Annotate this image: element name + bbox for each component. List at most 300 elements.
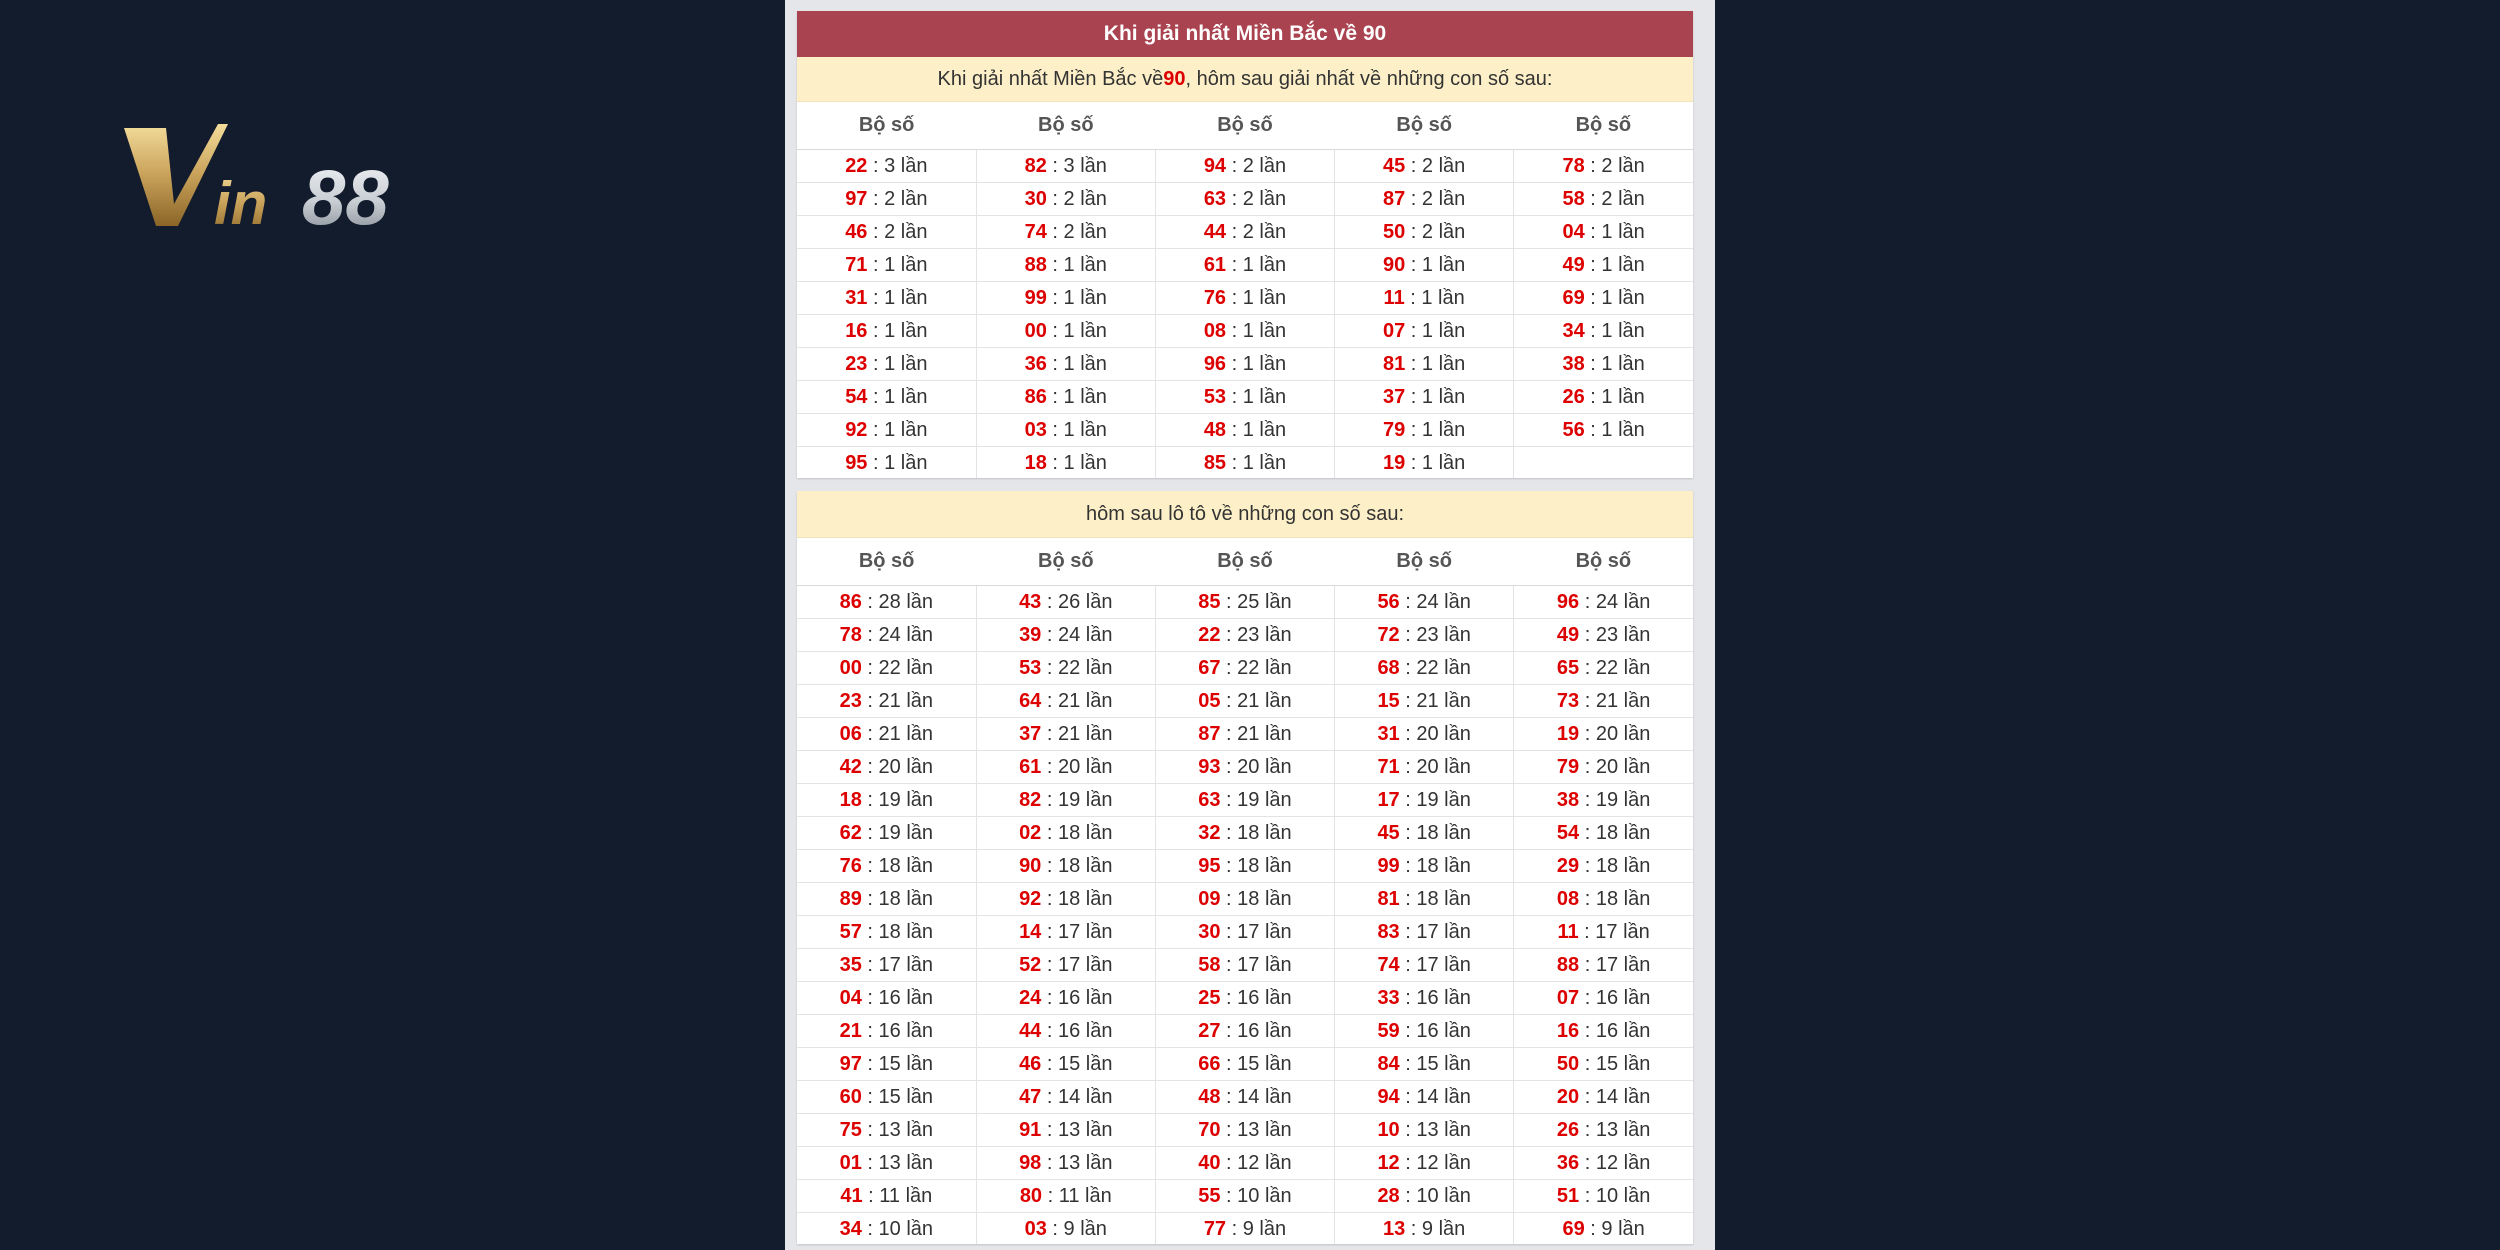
occurrence-count: 1 lần <box>884 352 928 375</box>
separator: : <box>1399 755 1417 778</box>
occurrence-count: 2 lần <box>1063 220 1107 243</box>
table-cell <box>797 916 976 949</box>
table-cell <box>1155 586 1334 619</box>
separator: : <box>862 1184 880 1207</box>
occurrence-count: 18 lần <box>1595 854 1651 877</box>
separator: : <box>861 986 879 1009</box>
separator: : <box>1041 755 1058 778</box>
occurrence-count: 18 lần <box>1237 854 1292 877</box>
table-cell <box>797 216 976 249</box>
occurrence-count: 20 lần <box>1595 722 1651 745</box>
occurrence-count: 19 lần <box>1595 788 1651 811</box>
table-cell <box>1514 586 1693 619</box>
separator: : <box>861 623 879 646</box>
table-cell <box>1514 883 1693 916</box>
occurrence-count: 19 lần <box>1416 788 1471 811</box>
lottery-number: 31 <box>1377 722 1400 745</box>
table-row <box>797 652 1693 685</box>
table-cell <box>976 1180 1155 1213</box>
table-cell <box>976 348 1155 381</box>
table-cell <box>797 982 976 1015</box>
table-row <box>797 751 1693 784</box>
separator: : <box>867 352 885 375</box>
separator: : <box>1579 722 1596 745</box>
table-row <box>797 949 1693 982</box>
table-cell <box>1335 315 1514 348</box>
occurrence-count: 16 lần <box>878 1019 934 1042</box>
lottery-number: 85 <box>1198 590 1221 613</box>
occurrence-count: 19 lần <box>878 821 934 844</box>
table-cell <box>797 1114 976 1147</box>
table-cell <box>976 718 1155 751</box>
separator: : <box>1041 1052 1058 1075</box>
occurrence-count: 15 lần <box>878 1085 934 1108</box>
occurrence-count: 17 lần <box>1057 953 1113 976</box>
occurrence-count: 18 lần <box>1057 821 1113 844</box>
lottery-number: 76 <box>1203 286 1227 309</box>
separator: : <box>861 854 879 877</box>
lottery-number: 26 <box>1556 1118 1580 1141</box>
table-row <box>797 447 1693 479</box>
lottery-number: 04 <box>1562 220 1585 243</box>
table-cell <box>1155 619 1334 652</box>
table-cell <box>1514 817 1693 850</box>
table-cell <box>976 652 1155 685</box>
occurrence-count: 1 lần <box>1063 451 1107 474</box>
occurrence-count: 16 lần <box>1416 1019 1471 1042</box>
occurrence-count: 23 lần <box>1595 623 1651 646</box>
table-cell <box>976 216 1155 249</box>
lottery-number: 26 <box>1562 385 1585 408</box>
lottery-number: 93 <box>1198 755 1221 778</box>
separator: : <box>1220 722 1238 745</box>
separator: : <box>1041 623 1058 646</box>
separator: : <box>1399 689 1417 712</box>
table-cell <box>1335 982 1514 1015</box>
occurrence-count: 19 lần <box>1057 788 1113 811</box>
column-header: Bộ số <box>976 538 1155 586</box>
occurrence-count: 1 lần <box>1063 385 1107 408</box>
lottery-number: 87 <box>1198 722 1221 745</box>
occurrence-count: 1 lần <box>1242 253 1287 276</box>
occurrence-count: 10 lần <box>1595 1184 1651 1207</box>
lottery-number: 28 <box>1377 1184 1400 1207</box>
table-row <box>797 1114 1693 1147</box>
table-cell <box>976 784 1155 817</box>
lottery-number: 16 <box>1556 1019 1580 1042</box>
lottery-number: 39 <box>1019 623 1042 646</box>
lottery-number: 20 <box>1556 1085 1580 1108</box>
table-cell <box>976 982 1155 1015</box>
occurrence-count: 1 lần <box>1063 352 1107 375</box>
separator: : <box>867 187 885 210</box>
separator: : <box>1220 623 1238 646</box>
separator: : <box>1226 319 1243 342</box>
separator: : <box>1041 788 1058 811</box>
separator: : <box>1584 286 1602 309</box>
table-row <box>797 916 1693 949</box>
occurrence-count: 1 lần <box>1601 220 1645 243</box>
occurrence-count: 14 lần <box>1237 1085 1292 1108</box>
table-cell <box>797 685 976 718</box>
table-row <box>797 1213 1693 1245</box>
occurrence-count: 16 lần <box>1416 986 1471 1009</box>
lottery-number: 58 <box>1562 187 1585 210</box>
separator: : <box>1046 187 1064 210</box>
table-cell <box>1514 751 1693 784</box>
lottery-number: 56 <box>1377 590 1400 613</box>
separator: : <box>1579 953 1596 976</box>
separator: : <box>1046 319 1064 342</box>
occurrence-count: 18 lần <box>878 920 934 943</box>
occurrence-count: 24 lần <box>1595 590 1651 613</box>
occurrence-count: 18 lần <box>878 887 934 910</box>
table-cell <box>976 381 1155 414</box>
table-cell <box>1335 183 1514 216</box>
occurrence-count: 16 lần <box>878 986 934 1009</box>
table-cell <box>1514 414 1693 447</box>
separator: : <box>861 722 879 745</box>
card-title: Khi giải nhất Miền Bắc về 90 <box>797 11 1693 57</box>
lottery-number: 66 <box>1198 1052 1221 1075</box>
separator: : <box>1220 1118 1238 1141</box>
occurrence-count: 2 lần <box>1242 154 1287 177</box>
occurrence-count: 22 lần <box>1237 656 1292 679</box>
separator: : <box>867 154 885 177</box>
lottery-number: 71 <box>1377 755 1400 778</box>
occurrence-count: 9 lần <box>1601 1217 1645 1240</box>
lottery-number: 59 <box>1377 1019 1400 1042</box>
table-cell <box>976 883 1155 916</box>
table-cell <box>976 817 1155 850</box>
lottery-number: 61 <box>1203 253 1227 276</box>
lottery-number: 99 <box>1024 286 1047 309</box>
table-cell <box>976 949 1155 982</box>
table-cell <box>976 315 1155 348</box>
separator: : <box>1220 1085 1238 1108</box>
lottery-number: 89 <box>839 887 862 910</box>
table-cell <box>1155 1213 1334 1245</box>
separator: : <box>1405 220 1422 243</box>
lottery-number: 78 <box>1562 154 1585 177</box>
separator: : <box>861 920 879 943</box>
table-cell <box>1155 1048 1334 1081</box>
table-cell <box>1155 1015 1334 1048</box>
table-cell <box>976 1147 1155 1180</box>
table-cell <box>976 850 1155 883</box>
table-cell <box>1514 447 1693 479</box>
lottery-number: 97 <box>845 187 868 210</box>
occurrence-count: 2 lần <box>1242 187 1287 210</box>
separator: : <box>867 253 885 276</box>
occurrence-count: 1 lần <box>1421 253 1466 276</box>
lottery-number: 68 <box>1377 656 1400 679</box>
occurrence-count: 21 lần <box>878 722 934 745</box>
lottery-number: 13 <box>1383 1217 1406 1240</box>
table-cell <box>1514 381 1693 414</box>
occurrence-count: 2 lần <box>1421 154 1466 177</box>
separator: : <box>861 1217 879 1240</box>
separator: : <box>1041 887 1058 910</box>
occurrence-count: 13 lần <box>1057 1118 1113 1141</box>
table-cell <box>797 1147 976 1180</box>
lottery-number: 29 <box>1556 854 1580 877</box>
table-cell <box>976 1015 1155 1048</box>
occurrence-count: 2 lần <box>1421 187 1466 210</box>
table-cell <box>1155 348 1334 381</box>
table-cell <box>1335 1081 1514 1114</box>
table-cell <box>1335 751 1514 784</box>
lottery-number: 53 <box>1203 385 1227 408</box>
table-cell <box>797 348 976 381</box>
table-cell <box>1514 718 1693 751</box>
table-cell <box>1155 216 1334 249</box>
lottery-number: 34 <box>1562 319 1585 342</box>
occurrence-count: 1 lần <box>1242 352 1287 375</box>
occurrence-count: 2 lần <box>1421 220 1466 243</box>
occurrence-count: 17 lần <box>1237 953 1292 976</box>
lottery-number: 60 <box>839 1085 862 1108</box>
table-cell <box>1514 1048 1693 1081</box>
separator: : <box>867 418 885 441</box>
occurrence-count: 20 lần <box>1416 755 1471 778</box>
occurrence-count: 28 lần <box>878 590 934 613</box>
occurrence-count: 19 lần <box>1237 788 1292 811</box>
occurrence-count: 1 lần <box>884 418 928 441</box>
occurrence-count: 3 lần <box>884 154 928 177</box>
vin88-logo <box>122 118 482 238</box>
lottery-number: 23 <box>845 352 868 375</box>
occurrence-count: 25 lần <box>1237 590 1292 613</box>
table-cell <box>797 619 976 652</box>
table-cell <box>797 586 976 619</box>
table-cell <box>976 916 1155 949</box>
table-cell <box>797 817 976 850</box>
occurrence-count: 15 lần <box>878 1052 934 1075</box>
column-header: Bộ số <box>1514 102 1693 150</box>
lottery-number: 07 <box>1383 319 1406 342</box>
lottery-number: 74 <box>1024 220 1047 243</box>
separator: : <box>1041 1085 1058 1108</box>
separator: : <box>1046 352 1064 375</box>
occurrence-count: 1 lần <box>1601 418 1645 441</box>
separator: : <box>1220 1019 1238 1042</box>
separator: : <box>1399 788 1417 811</box>
lottery-number: 36 <box>1556 1151 1580 1174</box>
occurrence-count: 18 lần <box>1237 821 1292 844</box>
lottery-number: 77 <box>1203 1217 1227 1240</box>
separator: : <box>1226 187 1243 210</box>
table-cell <box>1335 381 1514 414</box>
occurrence-count: 12 lần <box>1595 1151 1651 1174</box>
separator: : <box>861 590 879 613</box>
separator: : <box>861 1118 879 1141</box>
separator: : <box>861 1019 879 1042</box>
separator: : <box>1220 1151 1238 1174</box>
table-cell <box>1335 685 1514 718</box>
lottery-number: 75 <box>839 1118 862 1141</box>
table-cell <box>1155 982 1334 1015</box>
occurrence-count: 18 lần <box>1237 887 1292 910</box>
table-cell <box>1335 447 1514 479</box>
separator: : <box>1041 953 1058 976</box>
lottery-number: 58 <box>1198 953 1221 976</box>
separator: : <box>861 1151 879 1174</box>
table-cell <box>797 751 976 784</box>
occurrence-count: 1 lần <box>884 286 928 309</box>
lottery-number: 85 <box>1203 451 1227 474</box>
separator: : <box>1399 821 1417 844</box>
separator: : <box>1226 220 1243 243</box>
subtitle-prefix: Khi giải nhất Miền Bắc về <box>937 67 1164 90</box>
table-cell <box>1335 718 1514 751</box>
table-cell <box>797 652 976 685</box>
occurrence-count: 1 lần <box>1063 253 1107 276</box>
lottery-number: 22 <box>845 154 868 177</box>
occurrence-count: 24 lần <box>1057 623 1113 646</box>
occurrence-count: 1 lần <box>1421 286 1465 309</box>
lottery-number: 32 <box>1198 821 1221 844</box>
separator: : <box>1226 451 1243 474</box>
separator: : <box>861 755 879 778</box>
separator: : <box>1399 953 1417 976</box>
lottery-number: 87 <box>1383 187 1406 210</box>
lottery-number: 30 <box>1024 187 1047 210</box>
separator: : <box>1226 253 1243 276</box>
separator: : <box>1579 1151 1596 1174</box>
lottery-number: 98 <box>1019 1151 1042 1174</box>
separator: : <box>1405 319 1422 342</box>
lottery-number: 46 <box>845 220 868 243</box>
lottery-number: 81 <box>1383 352 1406 375</box>
lottery-number: 76 <box>839 854 862 877</box>
occurrence-count: 22 lần <box>1595 656 1651 679</box>
table-row <box>797 586 1693 619</box>
separator: : <box>1584 187 1602 210</box>
lottery-number: 08 <box>1203 319 1227 342</box>
table-cell <box>1155 1147 1334 1180</box>
lottery-number: 08 <box>1556 887 1580 910</box>
occurrence-count: 1 lần <box>1601 319 1645 342</box>
lottery-number: 86 <box>1024 385 1047 408</box>
occurrence-count: 20 lần <box>1595 755 1651 778</box>
lottery-number: 88 <box>1024 253 1047 276</box>
table-cell <box>1335 883 1514 916</box>
lottery-number: 16 <box>845 319 868 342</box>
separator: : <box>1046 154 1064 177</box>
lottery-number: 17 <box>1377 788 1400 811</box>
separator: : <box>1584 418 1602 441</box>
table-cell <box>797 447 976 479</box>
lottery-number: 83 <box>1377 920 1400 943</box>
occurrence-count: 1 lần <box>1421 418 1466 441</box>
lottery-number: 69 <box>1562 286 1585 309</box>
separator: : <box>1405 1217 1422 1240</box>
separator: : <box>861 1085 879 1108</box>
separator: : <box>1584 319 1602 342</box>
lottery-number: 70 <box>1198 1118 1221 1141</box>
occurrence-count: 16 lần <box>1057 1019 1113 1042</box>
lottery-number: 88 <box>1556 953 1580 976</box>
lottery-number: 80 <box>1019 1184 1043 1207</box>
occurrence-count: 22 lần <box>1057 656 1113 679</box>
lottery-number: 84 <box>1377 1052 1400 1075</box>
table-cell <box>1155 249 1334 282</box>
lottery-number: 43 <box>1019 590 1042 613</box>
separator: : <box>867 220 885 243</box>
table-cell <box>1335 1147 1514 1180</box>
table-cell <box>1335 1213 1514 1245</box>
table-row <box>797 784 1693 817</box>
lottery-number: 31 <box>845 286 868 309</box>
loto-table <box>797 538 1693 1244</box>
table-cell <box>1335 784 1514 817</box>
separator: : <box>1399 887 1417 910</box>
occurrence-count: 18 lần <box>1595 821 1651 844</box>
occurrence-count: 10 lần <box>878 1217 934 1240</box>
separator: : <box>861 689 879 712</box>
table-cell <box>976 751 1155 784</box>
column-header: Bộ số <box>976 102 1155 150</box>
table-cell <box>976 183 1155 216</box>
lottery-number: 72 <box>1377 623 1400 646</box>
loto-card <box>797 491 1693 1244</box>
separator: : <box>1584 220 1602 243</box>
lottery-number: 01 <box>839 1151 862 1174</box>
lottery-number: 99 <box>1377 854 1400 877</box>
table-cell <box>1514 1081 1693 1114</box>
table-cell <box>1514 1015 1693 1048</box>
table-cell <box>797 183 976 216</box>
lottery-number: 74 <box>1377 953 1400 976</box>
lottery-number: 38 <box>1562 352 1585 375</box>
separator: : <box>1584 154 1602 177</box>
occurrence-count: 9 lần <box>1242 1217 1287 1240</box>
lottery-number: 38 <box>1556 788 1580 811</box>
lottery-number: 54 <box>845 385 868 408</box>
lottery-number: 18 <box>1024 451 1047 474</box>
separator: : <box>1405 187 1422 210</box>
occurrence-count: 17 lần <box>1237 920 1292 943</box>
table-row <box>797 1048 1693 1081</box>
lottery-number: 12 <box>1377 1151 1400 1174</box>
table-cell <box>797 150 976 183</box>
occurrence-count: 18 lần <box>1057 887 1113 910</box>
occurrence-count: 20 lần <box>1416 722 1471 745</box>
separator: : <box>861 788 879 811</box>
occurrence-count: 2 lần <box>884 220 928 243</box>
occurrence-count: 3 lần <box>1063 154 1107 177</box>
lottery-number: 56 <box>1562 418 1585 441</box>
lottery-number: 95 <box>1198 854 1221 877</box>
table-cell <box>1155 447 1334 479</box>
occurrence-count: 1 lần <box>1063 418 1107 441</box>
table-cell <box>1335 916 1514 949</box>
occurrence-count: 21 lần <box>1416 689 1471 712</box>
lottery-number: 63 <box>1198 788 1221 811</box>
separator: : <box>1220 854 1238 877</box>
table-cell <box>1155 315 1334 348</box>
table-cell <box>797 249 976 282</box>
table-cell <box>797 282 976 315</box>
table-cell <box>1335 850 1514 883</box>
occurrence-count: 20 lần <box>1237 755 1292 778</box>
separator: : <box>1220 1184 1238 1207</box>
separator: : <box>1584 385 1602 408</box>
table-cell <box>1514 784 1693 817</box>
table-cell <box>1155 883 1334 916</box>
separator: : <box>867 385 885 408</box>
